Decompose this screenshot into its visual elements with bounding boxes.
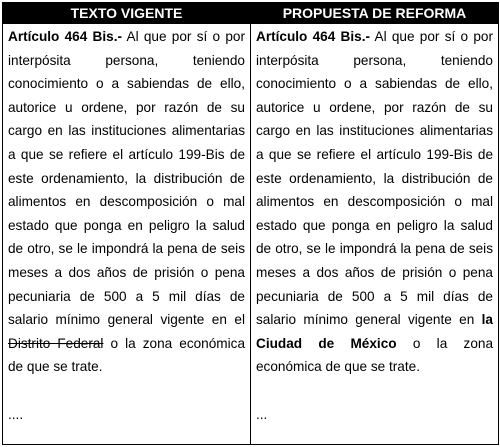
struck-distrito-federal: Distrito Federal: [8, 335, 104, 351]
current-article-text: Al que por sí o por interpósita persona, teniendo conocimiento o a sabiendas de ello, autorice u ordene, por razón de su cargo en las instituciones alimentarias a que se refiere el artículo 199-Bis de este ordenamiento, la distribución de alimentos en descomposición o mal estado que ponga en peligro la salud de otro, se le impondrá la pena de seis meses a dos años de prisión o pena pecuniaria de 500 a 5 mil días de salario mínimo general vigente en el: [8, 29, 246, 328]
current-ellipsis: ....: [8, 406, 24, 422]
bold-ciudad-de-mexico: la Ciudad de México: [256, 312, 493, 351]
comparison-table: [2, 2, 499, 445]
content-row: [3, 24, 499, 445]
proposed-article-number: Artículo 464 Bis.-: [256, 29, 371, 44]
proposed-article-text-end: o la zona económica de que se trate.: [256, 335, 494, 375]
proposed-article-text: Al que por sí o por interpósita persona, teniendo conocimiento o a sabiendas de ello, autorice u ordene, por razón de su cargo en las instituciones alimentarias a que se refiere el artículo 199-Bis de este ordenamiento, la distribución de alimentos en descomposición o mal estado que ponga en peligro la salud de otro, se le impondrá la pena de seis meses a dos años de prisión o pena pecuniaria de 500 a 5 mil días de salario mínimo general vigente en: [256, 29, 494, 328]
proposed-text-cell: [251, 24, 499, 445]
header-texto-vigente: TEXTO VIGENTE: [3, 3, 251, 24]
current-article-text-end: o la zona económica de que se trate.: [8, 335, 246, 375]
proposed-ellipsis: ...: [256, 406, 268, 422]
current-article-number: Artículo 464 Bis.-: [8, 29, 123, 44]
current-text-cell: [3, 24, 251, 445]
header-row: [3, 3, 499, 24]
proposed-article-paragraph: [256, 25, 493, 379]
current-article-paragraph: [8, 25, 245, 379]
header-propuesta-reforma: PROPUESTA DE REFORMA: [251, 3, 499, 24]
